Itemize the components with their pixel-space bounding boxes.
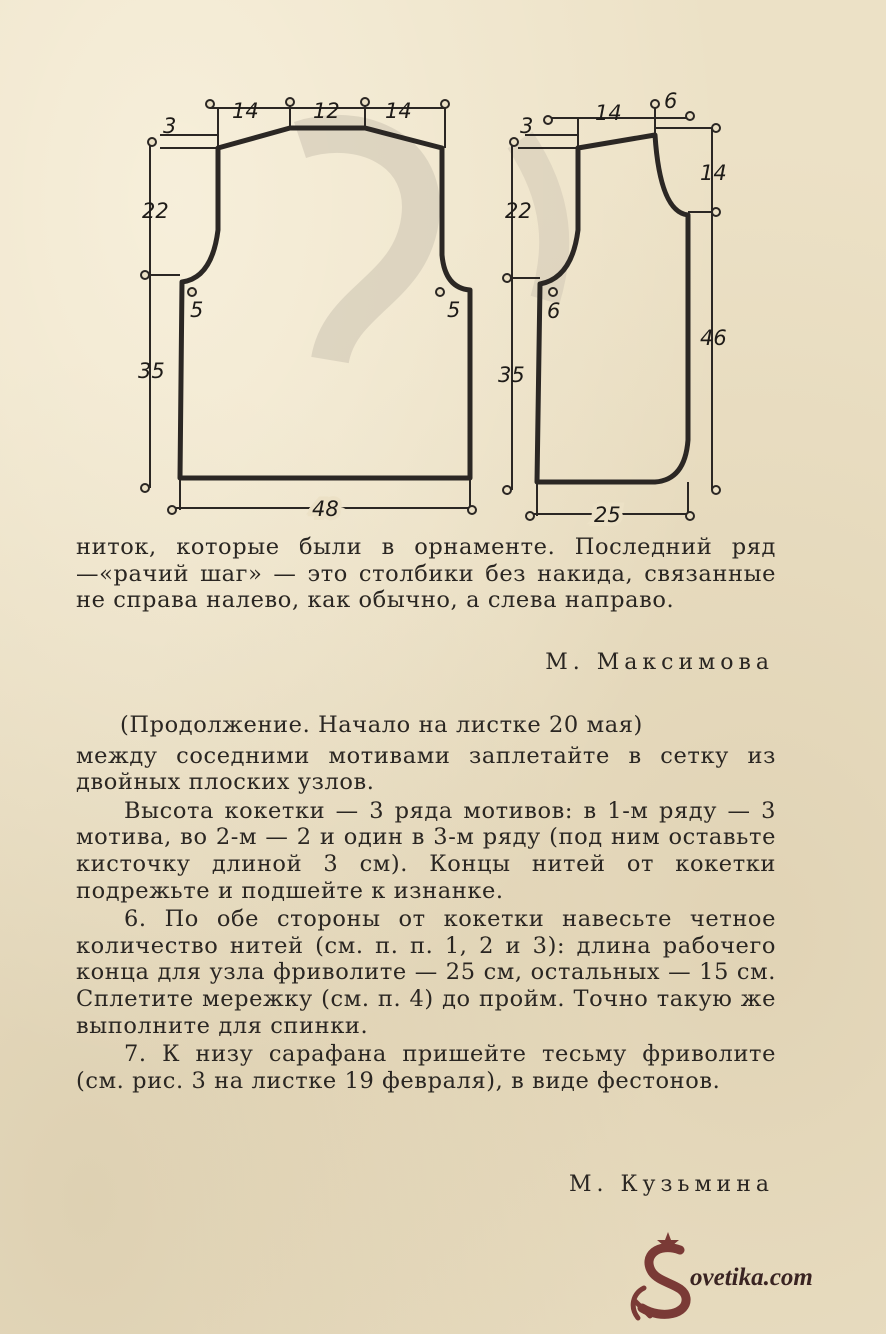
back-dim-neck-depth: 14 (700, 161, 727, 185)
front-dim-armhole-height: 22 (142, 199, 169, 223)
back-dim-top-left: 14 (595, 101, 622, 125)
article-maximova (76, 534, 776, 614)
sewing-pattern-diagram (0, 0, 886, 540)
back-dim-top-right: 6 (664, 89, 678, 113)
front-dim-armhole-left: 5 (190, 298, 204, 322)
watermark-text: ovetika.com (690, 1264, 813, 1291)
author-kuzmina: М. Кузьмина (568, 1172, 774, 1197)
back-dim-armhole: 6 (547, 299, 561, 323)
front-dim-top-left: 14 (232, 99, 259, 123)
article2-paragraph-6: 6. По обе стороны от кокетки навесьте четное количество нитей (см. п. п. 1, 2 и 3): длина рабочего конца для узла фриволите — 25 см, остальных — 15 см. Сплетите мережку (см. п. 4) до пройм. Точно такую же выполните для спинки. (76, 906, 776, 1039)
back-dim-width: 25 (594, 503, 621, 527)
article2-paragraph-7: 7. К низу сарафана пришейте тесьму фриволите (см. рис. 3 на листке 19 февраля), в виде фестонов. (76, 1041, 776, 1094)
front-dim-top-center: 12 (313, 99, 340, 123)
back-dim-armhole-height: 22 (505, 199, 532, 223)
author-maximova: М. Максимова (545, 650, 774, 675)
front-dim-shoulder: 3 (163, 114, 177, 138)
back-dim-body-height: 35 (498, 363, 525, 387)
back-dim-side-height: 46 (700, 326, 727, 350)
back-dim-shoulder: 3 (520, 114, 534, 138)
article-kuzmina (76, 712, 776, 1094)
front-dim-body-height: 35 (138, 359, 165, 383)
article2-paragraph-2: Высота кокетки — 3 ряда мотивов: в 1-м ряду — 3 мотива, во 2-м — 2 и один в 3-м ряду (под ним оставьте кисточку длиной 3 см). Концы нитей от кокетки подрежьте и подшейте к изнанке. (76, 797, 776, 904)
front-dim-armhole-right: 5 (447, 298, 461, 322)
front-dim-top-right: 14 (385, 99, 412, 123)
article1-paragraph: ниток, которые были в орнаменте. Последний ряд —«рачий шаг» — это столбики без накида, связанные не справа налево, как обычно, а слева направо. (76, 534, 776, 614)
front-dim-width: 48 (312, 497, 339, 521)
article2-paragraph-1: между соседними мотивами заплетайте в сетку из двойных плоских узлов. (76, 742, 776, 796)
continuation-note: (Продолжение. Начало на листке 20 мая) (120, 712, 643, 738)
